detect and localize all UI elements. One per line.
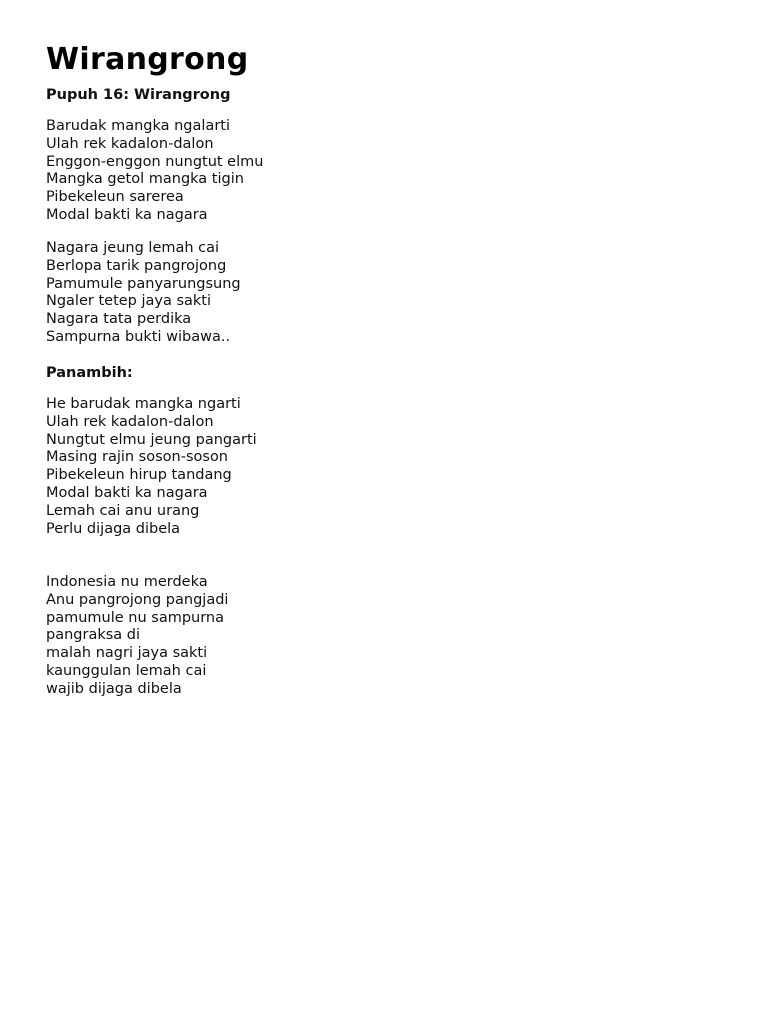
verse-line: Enggon-enggon nungtut elmu [46, 153, 264, 170]
verse-line: Nagara tata perdika [46, 311, 192, 328]
verse-line: Modal bakti ka nagara [46, 484, 208, 501]
verse-line: Ulah rek kadalon-dalon [46, 135, 214, 152]
verse-line: Ulah rek kadalon-dalon [46, 413, 214, 430]
verse-line: Pibekeleun hirup tandang [46, 467, 232, 484]
verse-line: pangraksa di [46, 627, 141, 644]
verse-line: wajib dijaga dibela [46, 680, 182, 697]
verse-line: Pibekeleun sarerea [46, 189, 184, 206]
verse-line: Anu pangrojong pangjadi [46, 591, 229, 608]
verse-line: Mangka getol mangka tigin [46, 171, 244, 188]
page-subtitle: Pupuh 16: Wirangrong [46, 87, 231, 103]
verse-line: Perlu dijaga dibela [46, 520, 181, 537]
verse-line: Indonesia nu merdeka [46, 574, 208, 590]
verse-line: malah nagri jaya sakti [46, 645, 208, 662]
verse-line: He barudak mangka ngarti [46, 396, 241, 412]
verse-line: Pamumule panyarungsung [46, 275, 241, 292]
verse-line: Lemah cai anu urang [46, 502, 200, 519]
page-title: Wirangrong [46, 42, 249, 77]
verse-line: pamumule nu sampurna [46, 609, 225, 626]
verse-line: Sampurna bukti wibawa.. [46, 328, 231, 345]
panambih-stanza-1 [46, 396, 257, 538]
stanza-1 [46, 118, 263, 225]
stanza-2 [46, 240, 241, 347]
verse-line: Berlopa tarik pangrojong [46, 257, 227, 274]
panambih-heading: Panambih: [46, 365, 133, 381]
verse-line: Nungtut elmu jeung pangarti [46, 431, 257, 448]
verse-line: kaunggulan lemah cai [46, 662, 207, 679]
verse-line: Masing rajin soson-soson [46, 449, 229, 466]
verse-line: Nagara jeung lemah cai [46, 240, 220, 256]
panambih-stanza-2 [46, 574, 228, 699]
verse-line: Modal bakti ka nagara [46, 206, 208, 223]
verse-line: Ngaler tetep jaya sakti [46, 293, 212, 310]
verse-line: Barudak mangka ngalarti [46, 118, 230, 134]
